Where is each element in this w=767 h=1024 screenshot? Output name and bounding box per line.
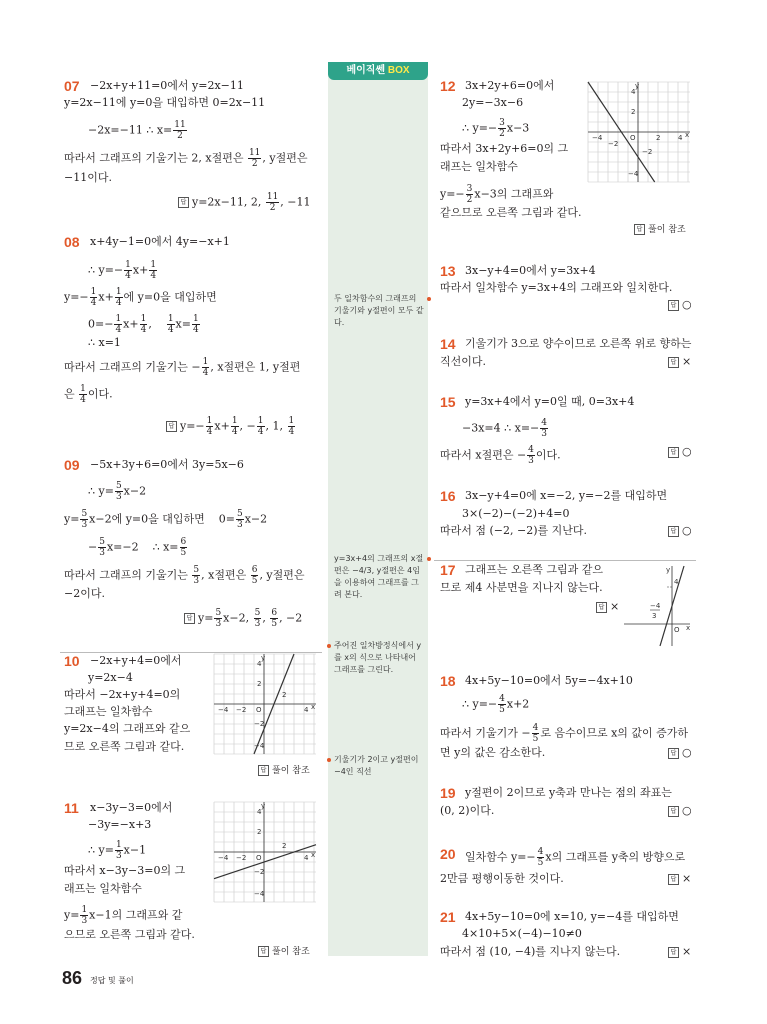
note-dot <box>327 644 331 648</box>
divider <box>434 560 696 561</box>
p10-line: −2x+y+4=0에서 <box>90 654 182 667</box>
svg-text:−4: −4 <box>218 706 229 714</box>
p18-answer <box>668 746 692 760</box>
p07-answer-text: , −11 <box>280 195 311 209</box>
svg-text:−2: −2 <box>236 854 247 862</box>
fraction: $\frac{1}{4}$ <box>257 416 264 437</box>
ref-text: 풀이 참조 <box>648 225 686 235</box>
answer-mark: ○ <box>682 298 692 311</box>
p15-line <box>440 445 561 466</box>
fraction: $\frac{1}{4}$ <box>231 416 238 437</box>
svg-text:y: y <box>261 654 266 662</box>
p08-line <box>64 357 300 378</box>
fraction: $\frac{5}{3}$ <box>215 608 222 629</box>
p13-line: 3x−y+4=0에서 y=3x+4 <box>465 264 596 277</box>
p18-line <box>462 694 529 715</box>
svg-text:4: 4 <box>257 808 262 816</box>
fraction: $\frac{5}{3}$ <box>115 481 122 502</box>
graph-10 <box>212 652 318 756</box>
svg-text:−4: −4 <box>218 854 229 862</box>
problem-number: 16 <box>440 488 456 504</box>
svg-text:4: 4 <box>631 88 636 96</box>
p08-text: , x절편은 1, y절편 <box>210 360 301 374</box>
note-dot <box>427 557 431 561</box>
p08-text: 에 y=0을 대입하면 <box>123 290 217 304</box>
answer-mark: × <box>682 355 692 368</box>
page-label: 정답 및 풀이 <box>90 976 134 985</box>
p18-text: 로 음수이므로 x의 값이 증가하 <box>540 726 689 740</box>
answer-icon: 답 <box>634 224 645 235</box>
svg-text:2: 2 <box>257 828 262 836</box>
p19-line: y절편이 2이므로 y축과 만나는 점의 좌표는 <box>465 786 672 799</box>
problem-number: 13 <box>440 263 456 279</box>
svg-text:−4: −4 <box>254 742 265 750</box>
svg-text:O: O <box>256 706 262 714</box>
p15-text: 이다. <box>535 448 561 462</box>
fraction: $\frac{1}{4}$ <box>202 357 209 378</box>
svg-text:2: 2 <box>656 134 661 142</box>
p07-answer-text: y=2x−11, 2, <box>192 195 262 209</box>
p10-line: y=2x−4의 그래프와 같으 <box>64 722 191 735</box>
p08-text: 은 <box>64 387 75 401</box>
p13-answer <box>668 298 692 312</box>
p21-line: 따라서 점 (10, −4)를 지나지 않는다. <box>440 945 621 958</box>
answer-icon: 답 <box>668 357 679 368</box>
answer-icon: 답 <box>668 806 679 817</box>
fraction: $\frac{4}{3}$ <box>528 445 534 466</box>
problem-number: 17 <box>440 562 456 578</box>
p11-line: x−3y−3=0에서 <box>90 801 173 814</box>
problem-number: 11 <box>64 800 79 816</box>
p09-text: 에 y=0을 대입하면 <box>111 512 205 526</box>
problem-number: 10 <box>64 653 80 669</box>
page-number: 86 <box>62 968 83 988</box>
p08-line: 0=− $\frac{1}{4}$ x+ $\frac{1}{4}$ , $\frac{1}{4}$ x= $\frac{1}{4}$ <box>88 314 199 335</box>
p11-answer <box>258 944 310 959</box>
fraction: $\frac{3}{2}$ <box>499 118 505 139</box>
p07-line: −11이다. <box>64 171 112 184</box>
fraction: $\frac{5}{3}$ <box>236 509 243 530</box>
p12-line: 3x+2y+6=0에서 <box>465 79 555 92</box>
p09-line: 따라서 그래프의 기울기는 $\frac{5}{3}$ , x절편은 $\frac{6}{5}$ , y절편은 <box>64 565 305 586</box>
answer-mark: × <box>682 945 692 958</box>
answer-mark: × <box>610 600 620 613</box>
answer-icon: 답 <box>668 947 679 958</box>
problem-number: 14 <box>440 336 456 352</box>
p12-text: ∴ y=− <box>462 121 498 135</box>
p07-line <box>64 148 308 169</box>
problem-number: 15 <box>440 394 456 410</box>
p20-line: 2만큼 평행이동한 것이다. <box>440 872 564 885</box>
p09-text: ∴ y= <box>88 484 114 498</box>
p14-line: 직선이다. <box>440 355 487 368</box>
answer-icon: 답 <box>668 874 679 885</box>
p08-text: 따라서 그래프의 기울기는 − <box>64 360 201 374</box>
answer-mark: ○ <box>682 524 692 537</box>
fraction: $\frac{1}{4}$ <box>115 314 122 335</box>
p08-line: ∴ x=1 <box>88 336 121 349</box>
p13-line: 따라서 일차함수 y=3x+4의 그래프와 일치한다. <box>440 281 673 294</box>
problem-number: 08 <box>64 234 80 250</box>
p10-answer <box>258 763 310 778</box>
p12-line <box>440 184 553 205</box>
p17-line: 므로 제4 사분면을 지나지 않는다. <box>440 581 603 594</box>
svg-text:2: 2 <box>631 108 636 116</box>
p08-line: y=− $\frac{1}{4}$ x+ $\frac{1}{4}$ 에 y=0을 대입하면 <box>64 287 217 308</box>
p09-line: − $\frac{5}{3}$ x=−2 ∴ x= $\frac{6}{5}$ <box>88 537 187 558</box>
p11-text: 의 그래프와 같 <box>111 908 183 922</box>
p18-line <box>440 723 688 744</box>
fraction: $\frac{1}{4}$ <box>80 384 86 405</box>
p15-answer <box>668 445 692 459</box>
fraction: $\frac{5}{3}$ <box>99 537 105 558</box>
p14-line: 기울기가 3으로 양수이므로 오른쪽 위로 향하는 <box>465 337 692 350</box>
p14-answer <box>668 355 691 369</box>
fraction: $\frac{6}{5}$ <box>180 537 187 558</box>
box-note-4: 기울기가 2이고 y절편이 −4인 직선 <box>334 755 419 776</box>
fraction: $\frac{1}{4}$ <box>288 416 295 437</box>
ref-text: 풀이 참조 <box>272 947 310 957</box>
p07-line: −2x+y+11=0에서 y=2x−11 <box>90 79 244 92</box>
answer-icon: 답 <box>258 946 269 957</box>
p21-line: 4x+5y−10=0에 x=10, y=−4를 대입하면 <box>465 910 679 923</box>
p18-text: x+2 <box>506 697 530 711</box>
svg-text:x: x <box>686 624 691 632</box>
fraction: $\frac{1}{4}$ <box>90 287 97 308</box>
fraction: $\frac{4}{5}$ <box>532 723 539 744</box>
fraction: $\frac{4}{3}$ <box>541 418 547 439</box>
fraction: $\frac{1}{4}$ <box>150 260 157 281</box>
svg-text:3: 3 <box>652 612 657 620</box>
p15-text: −3x=4 ∴ x=− <box>462 421 540 435</box>
p20-text: x의 그래프를 y축의 방향으로 <box>545 850 686 864</box>
p17-line: 그래프는 오른쪽 그림과 같으 <box>465 563 604 576</box>
svg-text:−4: −4 <box>592 134 603 142</box>
note-dot <box>327 758 331 762</box>
answer-mark: ○ <box>682 804 692 817</box>
p16-answer <box>668 524 692 538</box>
fraction: $\frac{6}{5}$ <box>251 565 258 586</box>
ref-text: 풀이 참조 <box>272 766 310 776</box>
svg-text:y: y <box>635 82 640 90</box>
basic-box-header <box>328 62 428 80</box>
problem-number: 07 <box>64 78 80 94</box>
svg-text:y: y <box>261 802 266 810</box>
p07-text: 따라서 그래프의 기울기는 2, x절편은 <box>64 151 244 165</box>
fraction: $\frac{1}{3}$ <box>81 905 88 926</box>
p18-text: ∴ y=− <box>462 697 498 711</box>
svg-text:O: O <box>256 854 262 862</box>
p10-line: 그래프는 일차함수 <box>64 705 153 718</box>
svg-text:x: x <box>685 131 690 139</box>
box-note-2: y=3x+4의 그래프의 x절편은 −4/3, y절편은 4임을 이용하여 그래프를 그려 본다. <box>334 554 424 599</box>
fraction: $\frac{1}{3}$ <box>115 840 122 861</box>
problem-number: 18 <box>440 673 456 689</box>
svg-text:−2: −2 <box>254 720 265 728</box>
p12-text: x−3의 그래프와 <box>474 187 554 201</box>
p08-line: x+4y−1=0에서 4y=−x+1 <box>90 235 230 248</box>
box-note-3: 주어진 일차방정식에서 y를 x의 식으로 나타내어 그래프를 그린다. <box>334 641 422 674</box>
p09-answer: 답 y= $\frac{5}{3}$ x−2, $\frac{5}{3}$ , $\frac{6}{5}$ , −2 <box>184 608 302 629</box>
answer-icon: 답 <box>258 765 269 776</box>
p12-text: y=− <box>440 187 465 201</box>
fraction: $\frac{3}{2}$ <box>466 184 473 205</box>
p10-line: 므로 오른쪽 그림과 같다. <box>64 740 185 753</box>
p12-line: 같으므로 오른쪽 그림과 같다. <box>440 206 582 219</box>
svg-text:O: O <box>630 134 636 142</box>
p10-line: 따라서 −2x+y+4=0의 <box>64 688 181 701</box>
svg-text:−2: −2 <box>642 148 653 156</box>
answer-icon: 답 <box>668 526 679 537</box>
fraction: $\frac{5}{3}$ <box>81 509 88 530</box>
p09-line: ∴ y= $\frac{5}{3}$ x−2 <box>88 481 147 502</box>
answer-icon: 답 <box>178 197 189 208</box>
p21-line: 4×10+5×(−4)−10≠0 <box>462 927 582 940</box>
fraction: $\frac{4}{5}$ <box>499 694 505 715</box>
svg-text:2: 2 <box>257 680 262 688</box>
graph-12 <box>586 80 692 184</box>
p15-text: 따라서 x절편은 − <box>440 448 527 462</box>
p11-line: 으므로 오른쪽 그림과 같다. <box>64 928 195 941</box>
svg-text:4: 4 <box>257 660 262 668</box>
fraction: $\frac{1}{4}$ <box>125 260 131 281</box>
p09-text: 따라서 그래프의 기울기는 <box>64 568 188 582</box>
p10-line: y=2x−4 <box>88 671 133 684</box>
box-header-label: 베이직쎈 <box>346 65 386 76</box>
p18-line: 면 y의 값은 감소한다. <box>440 746 546 759</box>
fraction: $\frac{1}{4}$ <box>192 314 199 335</box>
p21-answer <box>668 945 691 959</box>
svg-text:−2: −2 <box>608 140 619 148</box>
svg-text:4: 4 <box>678 134 683 142</box>
svg-text:2: 2 <box>282 691 287 699</box>
p20-answer <box>668 872 691 886</box>
p11-line: y= $\frac{1}{3}$ x−1의 그래프와 같 <box>64 905 183 926</box>
svg-text:y: y <box>666 566 671 574</box>
box-note-1: 두 일차함수의 그래프의 기울기와 y절편이 모두 같다. <box>334 294 424 327</box>
p08-line <box>64 384 113 405</box>
p08-text: 이다. <box>87 387 113 401</box>
p07-line <box>88 120 188 141</box>
p15-line: y=3x+4에서 y=0일 때, 0=3x+4 <box>465 395 635 408</box>
answer-icon: 답 <box>668 300 679 311</box>
p08-answer: 답 y=− $\frac{1}{4}$ x+ $\frac{1}{4}$ , − $\frac{1}{4}$ , 1, $\frac{1}{4}$ <box>166 416 296 437</box>
p15-line <box>462 418 549 439</box>
p07-text: , y절편은 <box>262 151 308 165</box>
p20-line <box>465 847 685 868</box>
p16-line: 3×(−2)−(−2)+4=0 <box>462 507 570 520</box>
svg-text:−2: −2 <box>236 706 247 714</box>
svg-text:4: 4 <box>674 578 679 586</box>
svg-text:4: 4 <box>304 706 309 714</box>
graph-11 <box>212 800 318 904</box>
note-dot <box>427 297 431 301</box>
p11-line: 따라서 x−3y−3=0의 그 <box>64 864 186 877</box>
graph-17 <box>622 564 692 648</box>
answer-icon: 답 <box>596 602 607 613</box>
p16-line: 따라서 점 (−2, −2)를 지난다. <box>440 524 588 537</box>
fraction: $\frac{11}{2}$ <box>174 120 186 141</box>
p12-line: 따라서 3x+2y+6=0의 그 <box>440 142 569 155</box>
p11-line: ∴ y= $\frac{1}{3}$ x−1 <box>88 840 147 861</box>
p07-text: −2x=−11 ∴ x= <box>88 123 173 137</box>
fraction: $\frac{1}{4}$ <box>167 314 174 335</box>
box-header-box: BOX <box>387 65 410 76</box>
fraction: $\frac{1}{4}$ <box>206 416 213 437</box>
p09-line: y= $\frac{5}{3}$ x−2에 y=0을 대입하면 0= $\frac{5}{3}$ x−2 <box>64 509 268 530</box>
p19-line: (0, 2)이다. <box>440 804 495 817</box>
fraction: $\frac{5}{3}$ <box>193 565 200 586</box>
svg-text:x: x <box>311 703 316 711</box>
answer-icon: 답 <box>166 421 177 432</box>
p08-text: y=− <box>64 290 89 304</box>
basic-box-column <box>328 68 428 956</box>
p07-line: y=2x−11에 y=0을 대입하면 0=2x−11 <box>64 96 266 109</box>
answer-mark: ○ <box>682 445 692 458</box>
p20-text: 일차함수 y=− <box>465 850 536 864</box>
p08-line: ∴ y=− $\frac{1}{4}$ x+ $\frac{1}{4}$ <box>88 260 157 281</box>
fraction: $\frac{1}{4}$ <box>140 314 147 335</box>
problem-number: 12 <box>440 78 456 94</box>
svg-text:−4: −4 <box>254 890 265 898</box>
p11-line: 래프는 일차함수 <box>64 882 142 895</box>
answer-mark: × <box>682 872 692 885</box>
p12-line: ∴ y=− $\frac{3}{2}$ x−3 <box>462 118 530 139</box>
problem-number: 21 <box>440 909 456 925</box>
p11-line: −3y=−x+3 <box>88 818 152 831</box>
answer-icon: 답 <box>668 447 679 458</box>
svg-text:−4: −4 <box>650 602 661 610</box>
answer-icon: 답 <box>668 748 679 759</box>
problem-number: 19 <box>440 785 456 801</box>
svg-text:−2: −2 <box>254 868 265 876</box>
p19-answer <box>668 804 692 818</box>
fraction: $\frac{5}{3}$ <box>254 608 261 629</box>
p17-answer <box>596 600 619 614</box>
p11-text: ∴ y= <box>88 843 114 857</box>
fraction: $\frac{1}{4}$ <box>115 287 122 308</box>
svg-text:x: x <box>311 851 316 859</box>
p09-line: −2이다. <box>64 587 105 600</box>
fraction: $\frac{11}{2}$ <box>248 148 261 169</box>
problem-number: 20 <box>440 846 456 862</box>
p09-line: −5x+3y+6=0에서 3y=5x−6 <box>90 458 244 471</box>
fraction: $\frac{6}{5}$ <box>271 608 278 629</box>
p18-text: 따라서 기울기가 − <box>440 726 531 740</box>
svg-text:−4: −4 <box>628 170 639 178</box>
fraction: $\frac{11}{2}$ <box>266 192 279 213</box>
answer-mark: ○ <box>682 746 692 759</box>
p12-answer <box>634 222 686 237</box>
p18-line: 4x+5y−10=0에서 5y=−4x+10 <box>465 674 633 687</box>
p12-line: 2y=−3x−6 <box>462 96 524 109</box>
svg-text:O: O <box>674 626 680 634</box>
svg-text:4: 4 <box>304 854 309 862</box>
svg-text:2: 2 <box>282 842 287 850</box>
fraction: $\frac{4}{5}$ <box>537 847 544 868</box>
problem-number: 09 <box>64 457 80 473</box>
p16-line: 3x−y+4=0에 x=−2, y=−2를 대입하면 <box>465 489 668 502</box>
p08-text: ∴ y=− <box>88 263 124 277</box>
p07-answer <box>178 192 311 213</box>
answer-icon: 답 <box>184 613 195 624</box>
p12-line: 래프는 일차함수 <box>440 160 518 173</box>
